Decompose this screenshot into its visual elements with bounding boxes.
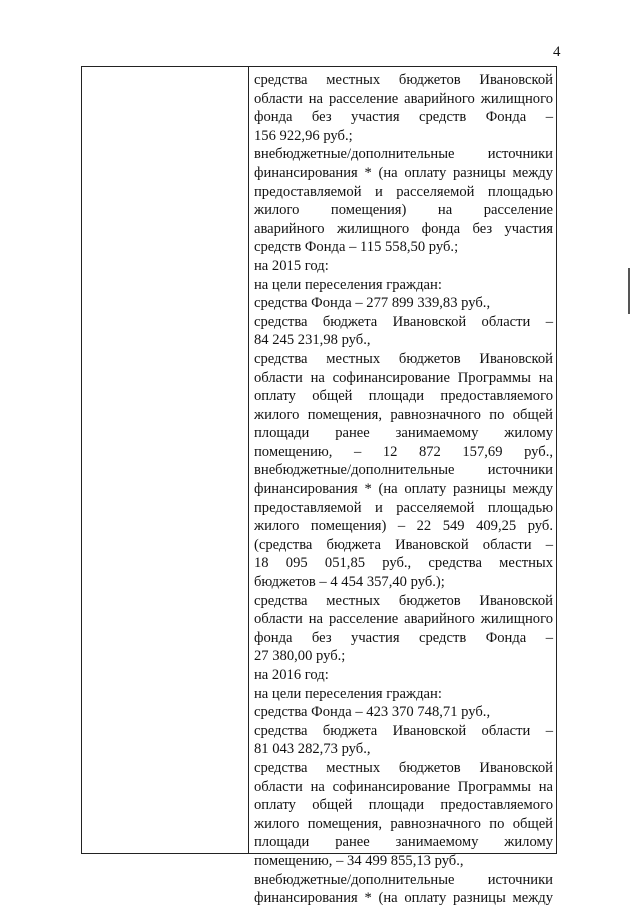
- text-line: средства Фонда – 423 370 748,71 руб.,: [254, 704, 491, 721]
- text-line: на 2015 год:: [254, 257, 329, 274]
- text-line: 27 380,00 руб.;: [254, 648, 346, 665]
- text-line: на цели переселения граждан:: [254, 685, 442, 702]
- text-line: области на расселение аварийного жилищного: [254, 90, 553, 107]
- text-line: фонда без участия средств Фонда –: [254, 629, 553, 646]
- text-line: предоставляемой и расселяемой площадью: [254, 499, 553, 516]
- text-line: средства местных бюджетов Ивановской: [254, 759, 553, 776]
- text-line: средства бюджета Ивановской области –: [254, 722, 553, 739]
- text-line: средства Фонда – 277 899 339,83 руб.,: [254, 295, 491, 312]
- text-line: оплату общей площади предоставляемого: [254, 797, 553, 814]
- text-line: финансирования * (на оплату разницы между: [254, 164, 553, 181]
- program-funding-table: [81, 66, 557, 907]
- page-number: 4: [553, 44, 561, 60]
- text-line: средств Фонда – 115 558,50 руб.;: [254, 239, 459, 256]
- scan-mark: [628, 268, 630, 314]
- table-left-cell: [82, 67, 249, 853]
- text-line: 18 095 051,85 руб., средства местных: [254, 555, 553, 572]
- text-line: (средства бюджета Ивановской области –: [254, 536, 553, 553]
- text-line: средства местных бюджетов Ивановской: [254, 350, 553, 367]
- text-line: помещению, – 12 872 157,69 руб.,: [254, 443, 553, 460]
- text-line: средства бюджета Ивановской области –: [254, 313, 553, 330]
- table-right-cell: [254, 71, 553, 908]
- text-line: финансирования * (на оплату разницы между: [254, 890, 553, 907]
- text-line: внебюджетные/дополнительные источники: [254, 146, 553, 163]
- text-line: внебюджетные/дополнительные источники: [254, 462, 553, 479]
- text-line: бюджетов – 4 454 357,40 руб.);: [254, 574, 445, 591]
- text-line: жилого помещения, равнозначного по общей: [254, 406, 553, 423]
- text-line: фонда без участия средств Фонда –: [254, 109, 553, 126]
- text-line: средства местных бюджетов Ивановской: [254, 592, 553, 609]
- text-line: аварийного жилищного фонда без участия: [254, 220, 553, 237]
- text-line: финансирования * (на оплату разницы между: [254, 481, 553, 498]
- text-line: жилого помещения, равнозначного по общей: [254, 815, 553, 832]
- text-line: 81 043 282,73 руб.,: [254, 741, 371, 758]
- text-line: области на софинансирование Программы на: [254, 369, 553, 386]
- text-line: оплату общей площади предоставляемого: [254, 388, 553, 405]
- text-line: 156 922,96 руб.;: [254, 127, 353, 144]
- text-line: жилого помещения) на расселение: [254, 202, 553, 219]
- text-line: области на расселение аварийного жилищного: [254, 611, 553, 628]
- text-line: предоставляемой и расселяемой площадью: [254, 183, 553, 200]
- text-line: области на софинансирование Программы на: [254, 778, 553, 795]
- text-line: на 2016 год:: [254, 667, 329, 683]
- text-line: 84 245 231,98 руб.,: [254, 332, 371, 349]
- text-line: площади ранее занимаемому жилому: [254, 425, 553, 442]
- text-line: на цели переселения граждан:: [254, 276, 442, 293]
- text-line: внебюджетные/дополнительные источники: [254, 871, 553, 888]
- text-line: жилого помещения) – 22 549 409,25 руб.: [254, 518, 553, 535]
- text-line: помещению, – 34 499 855,13 руб.,: [254, 852, 464, 869]
- text-line: средства местных бюджетов Ивановской: [254, 72, 553, 88]
- text-line: площади ранее занимаемому жилому: [254, 834, 553, 851]
